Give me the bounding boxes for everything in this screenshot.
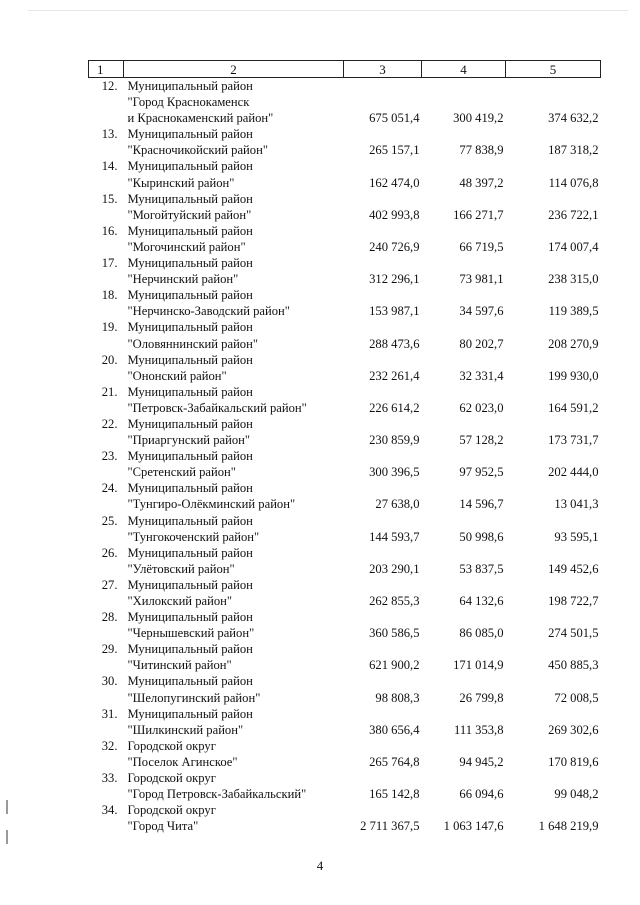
value-col-5: 173 731,7 [548, 433, 599, 448]
value-col-5: 236 722,1 [548, 207, 599, 222]
page-number: 4 [316, 858, 324, 873]
municipality-name-line: Муниципальный район [127, 223, 253, 238]
municipality-name-line: "Шелопугинский район" [127, 690, 261, 705]
table-row [89, 352, 601, 384]
municipality-name [124, 513, 344, 545]
table-row [89, 802, 601, 834]
municipality-name-line: "Город Краснокаменск [127, 95, 250, 110]
municipality-name-line: "Петровск-Забайкальский район" [127, 400, 307, 415]
table-row [89, 513, 601, 545]
municipality-name-line: "Поселок Агинское" [127, 754, 238, 769]
value-col-4: 94 945,2 [459, 754, 504, 769]
row-number: 24. [101, 481, 118, 496]
table-row [89, 416, 601, 448]
municipality-name [124, 255, 344, 287]
municipality-name-line: Муниципальный район [127, 481, 253, 496]
row-number: 15. [101, 191, 118, 206]
municipality-name [124, 384, 344, 416]
table-row [89, 191, 601, 223]
municipality-name [124, 287, 344, 319]
municipality-name-line: Муниципальный район [127, 449, 253, 464]
value-col-4: 80 202,7 [459, 336, 504, 351]
row-number: 26. [101, 545, 118, 560]
municipality-name-line: Муниципальный район [127, 706, 253, 721]
table-row [89, 641, 601, 673]
municipality-name-line: "Тунгокоченский район" [127, 529, 260, 544]
municipality-name-line: Муниципальный район [127, 577, 253, 592]
municipality-name [124, 673, 344, 705]
municipality-name [124, 577, 344, 609]
municipality-name [124, 448, 344, 480]
value-col-3: 2 711 367,5 [360, 819, 420, 834]
row-number: 21. [101, 384, 118, 399]
value-col-4: 53 837,5 [459, 561, 504, 576]
table-body [89, 78, 601, 835]
value-col-5: 202 444,0 [548, 465, 599, 480]
value-col-3: 360 586,5 [369, 626, 420, 641]
value-col-4: 111 353,8 [454, 722, 504, 737]
municipality-name [124, 223, 344, 255]
value-col-5: 164 591,2 [548, 400, 599, 415]
value-col-5: 374 632,2 [548, 111, 599, 126]
row-number: 17. [101, 256, 118, 271]
municipality-name-line: Муниципальный район [127, 545, 253, 560]
municipality-name-line: "Красночикойский район" [127, 143, 268, 158]
value-col-3: 98 808,3 [375, 690, 420, 705]
municipality-name-line: Муниципальный район [127, 159, 253, 174]
table-header [89, 61, 601, 78]
municipality-name-line: "Кыринский район" [127, 175, 235, 190]
value-col-5: 208 270,9 [548, 336, 599, 351]
value-col-5: 13 041,3 [554, 497, 599, 512]
value-col-5: 174 007,4 [548, 239, 599, 254]
row-number: 12. [101, 79, 118, 93]
municipality-name [124, 609, 344, 641]
value-col-4: 64 132,6 [459, 594, 504, 608]
budget-table [88, 60, 601, 834]
municipality-name-line: "Могочинский район" [127, 239, 246, 254]
value-col-5: 269 302,6 [548, 722, 599, 737]
value-col-4: 171 014,9 [453, 658, 504, 673]
header-cell-4: 4 [422, 61, 506, 78]
value-col-4: 86 085,0 [459, 626, 504, 641]
row-number: 22. [101, 416, 118, 431]
municipality-name-line: "Тунгиро-Олёкминский район" [127, 497, 296, 512]
municipality-name-line: "Город Чита" [127, 819, 199, 834]
value-col-3: 144 593,7 [369, 529, 420, 544]
header-cell-5: 5 [506, 61, 601, 78]
value-col-4: 34 597,6 [459, 304, 504, 319]
value-col-3: 300 396,5 [369, 465, 420, 480]
municipality-name [124, 706, 344, 738]
table-row [89, 577, 601, 609]
value-col-3: 232 261,4 [369, 368, 420, 383]
municipality-name-line: "Шилкинский район" [127, 722, 244, 737]
municipality-name-line: Муниципальный район [127, 127, 253, 142]
table-row [89, 287, 601, 319]
municipality-name-line: "Сретенский район" [127, 465, 236, 480]
municipality-name [124, 416, 344, 448]
municipality-name [124, 802, 344, 834]
municipality-name-line: Муниципальный район [127, 191, 253, 206]
municipality-name [124, 319, 344, 351]
municipality-name-line: "Приаргунский район" [127, 433, 251, 448]
value-col-4: 77 838,9 [459, 143, 504, 158]
value-col-4: 32 331,4 [459, 368, 504, 383]
value-col-4: 300 419,2 [453, 111, 504, 126]
row-number: 19. [101, 320, 118, 335]
value-col-5: 274 501,5 [548, 626, 599, 641]
row-number: 23. [101, 449, 118, 464]
municipality-name-line: Муниципальный район [127, 513, 253, 528]
municipality-name [124, 641, 344, 673]
municipality-name-line: Муниципальный район [127, 610, 253, 625]
municipality-name-line: Муниципальный район [127, 642, 253, 657]
value-col-3: 262 855,3 [369, 594, 420, 608]
table-row [89, 448, 601, 480]
value-col-5: 149 452,6 [548, 561, 599, 576]
table-row [89, 319, 601, 351]
value-col-5: 72 008,5 [554, 690, 599, 705]
value-col-5: 170 819,6 [548, 754, 599, 769]
value-col-4: 50 998,6 [459, 529, 504, 544]
row-number: 28. [101, 610, 118, 625]
value-col-3: 402 993,8 [369, 207, 420, 222]
value-col-3: 162 474,0 [369, 175, 420, 190]
row-number: 34. [101, 803, 118, 818]
value-col-3: 153 987,1 [369, 304, 420, 319]
table-row [89, 609, 601, 641]
municipality-name-line: Муниципальный район [127, 320, 253, 335]
row-number: 14. [101, 159, 118, 174]
municipality-name-line: Городской округ [127, 771, 216, 786]
row-number: 30. [101, 674, 118, 689]
municipality-name-line: "Оловяннинский район" [127, 336, 258, 351]
value-col-4: 14 596,7 [459, 497, 504, 512]
value-col-5: 199 930,0 [548, 368, 599, 383]
value-col-5: 93 595,1 [554, 529, 599, 544]
value-col-5: 198 722,7 [548, 594, 599, 608]
value-col-3: 675 051,4 [369, 111, 420, 126]
scan-margin-mark [6, 830, 8, 844]
header-cell-1: 1 [89, 61, 124, 78]
municipality-name-line: "Могойтуйский район" [127, 207, 252, 222]
value-col-5: 187 318,2 [548, 143, 599, 158]
municipality-name [124, 352, 344, 384]
municipality-name-line: Городской округ [127, 738, 216, 753]
value-col-4: 66 719,5 [459, 239, 504, 254]
table-row [89, 673, 601, 705]
table-row [89, 384, 601, 416]
value-col-3: 226 614,2 [369, 400, 420, 415]
table-row [89, 255, 601, 287]
header-cell-2: 2 [124, 61, 344, 78]
municipality-name-line: Муниципальный район [127, 288, 253, 303]
value-col-3: 240 726,9 [369, 239, 420, 254]
table-row [89, 770, 601, 802]
municipality-name-line: Муниципальный район [127, 416, 253, 431]
value-col-5: 114 076,8 [548, 175, 599, 190]
municipality-name-line: "Чернышевский район" [127, 626, 255, 641]
table-row [89, 480, 601, 512]
municipality-name [124, 158, 344, 190]
value-col-4: 66 094,6 [459, 787, 504, 802]
row-number: 20. [101, 352, 118, 367]
municipality-name [124, 545, 344, 577]
row-number: 25. [101, 513, 118, 528]
header-cell-3: 3 [344, 61, 422, 78]
value-col-4: 48 397,2 [459, 175, 504, 190]
scan-margin-mark [6, 800, 8, 814]
row-number: 16. [101, 223, 118, 238]
value-col-3: 265 764,8 [369, 754, 420, 769]
value-col-5: 99 048,2 [554, 787, 599, 802]
value-col-4: 166 271,7 [453, 207, 504, 222]
value-col-3: 265 157,1 [369, 143, 420, 158]
value-col-4: 26 799,8 [459, 690, 504, 705]
municipality-name [124, 126, 344, 158]
value-col-4: 73 981,1 [459, 272, 504, 287]
row-number: 29. [101, 642, 118, 657]
table-row [89, 545, 601, 577]
value-col-4: 1 063 147,6 [443, 819, 504, 834]
value-col-3: 380 656,4 [369, 722, 420, 737]
value-col-5: 238 315,0 [548, 272, 599, 287]
municipality-name-line: Муниципальный район [127, 674, 253, 689]
top-edge-line [28, 10, 628, 11]
municipality-name [124, 480, 344, 512]
table-row [89, 223, 601, 255]
municipality-name-line: "Хилокский район" [127, 594, 233, 608]
municipality-name-line: "Нерчинско-Заводский район" [127, 304, 290, 319]
row-number: 13. [101, 127, 118, 142]
municipality-name [124, 191, 344, 223]
table-row [89, 78, 601, 127]
value-col-3: 312 296,1 [369, 272, 420, 287]
value-col-3: 230 859,9 [369, 433, 420, 448]
row-number: 32. [101, 738, 118, 753]
value-col-5: 119 389,5 [548, 304, 599, 319]
municipality-name-line: и Краснокаменский район" [127, 111, 274, 126]
municipality-name-line: Городской округ [127, 803, 216, 818]
value-col-3: 165 142,8 [369, 787, 420, 802]
municipality-name-line: Муниципальный район [127, 384, 253, 399]
row-number: 27. [101, 577, 118, 592]
municipality-name-line: Муниципальный район [127, 79, 253, 93]
table-row [89, 738, 601, 770]
row-number: 31. [101, 706, 118, 721]
municipality-name-line: "Ононский район" [127, 368, 227, 383]
municipality-name [124, 78, 344, 127]
value-col-4: 62 023,0 [459, 400, 504, 415]
value-col-5: 1 648 219,9 [538, 819, 599, 834]
value-col-5: 450 885,3 [548, 658, 599, 673]
value-col-3: 27 638,0 [375, 497, 420, 512]
value-col-4: 57 128,2 [459, 433, 504, 448]
table-row [89, 126, 601, 158]
value-col-4: 97 952,5 [459, 465, 504, 480]
value-col-3: 203 290,1 [369, 561, 420, 576]
row-number: 18. [101, 288, 118, 303]
municipality-name-line: "Улётовский район" [127, 561, 235, 576]
municipality-name-line: "Город Петровск-Забайкальский" [127, 787, 307, 802]
table-row [89, 158, 601, 190]
municipality-name [124, 738, 344, 770]
municipality-name-line: Муниципальный район [127, 352, 253, 367]
table-row [89, 706, 601, 738]
municipality-name-line: Муниципальный район [127, 256, 253, 271]
value-col-3: 288 473,6 [369, 336, 420, 351]
row-number: 33. [101, 771, 118, 786]
municipality-name [124, 770, 344, 802]
value-col-3: 621 900,2 [369, 658, 420, 673]
municipality-name-line: "Нерчинский район" [127, 272, 239, 287]
municipality-name-line: "Читинский район" [127, 658, 232, 673]
